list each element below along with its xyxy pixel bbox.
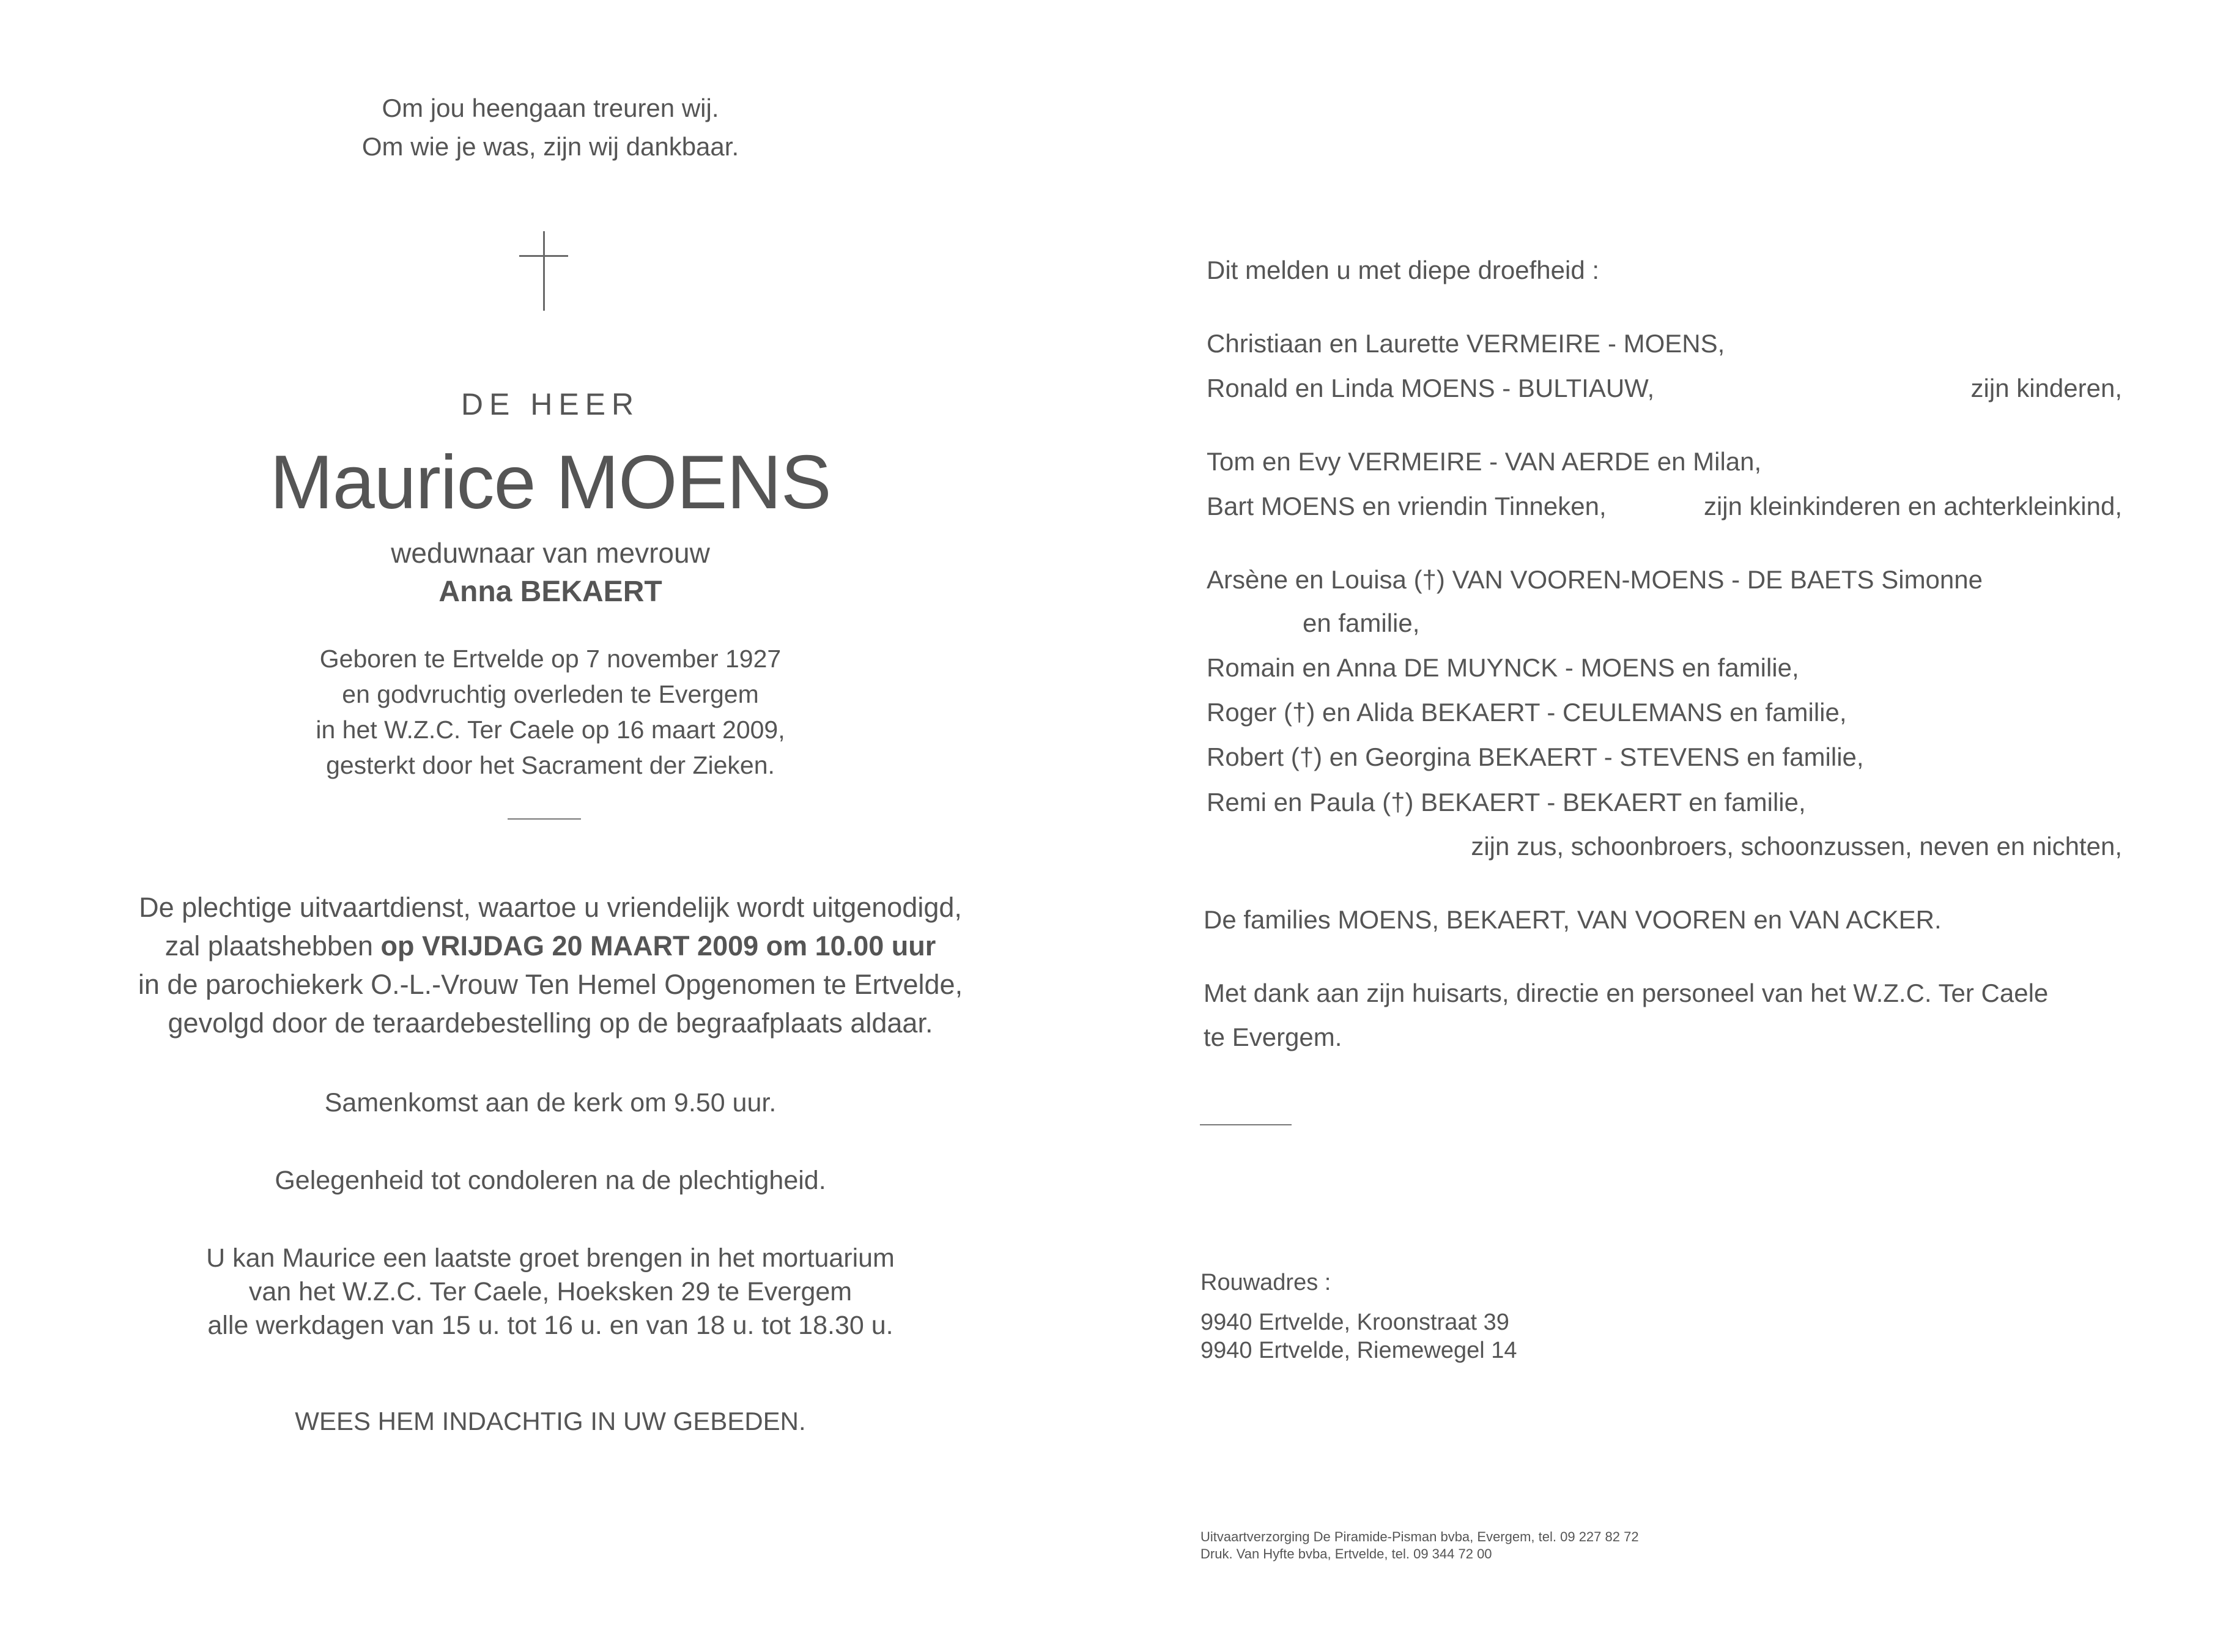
birth-line: Geboren te Ertvelde op 7 november 1927 [319,645,782,673]
widow-line: weduwnaar van mevrouw [391,537,710,569]
intro-line: Dit melden u met diepe droefheid : [1207,256,1600,284]
condolence-note: Gelegenheid tot condoleren na de plechtigheid. [275,1166,826,1195]
birth-line: gesterkt door het Sacrament der Zieken. [326,751,775,779]
spouse-name: Anna BEKAERT [438,576,662,608]
child-line: Ronald en Linda MOENS - BULTIAUW, [1207,374,1655,402]
mortuary-line: van het W.Z.C. Ter Caele, Hoeksken 29 te Evergem [248,1277,853,1306]
address-line: 9940 Ertvelde, Kroonstraat 39 [1200,1309,1509,1335]
families-line: De families MOENS, BEKAERT, VAN VOOREN en VAN ACKER. [1204,905,1942,934]
title-prefix: DE HEER [460,387,640,421]
thanks-line: Met dank aan zijn huisarts, directie en personeel van het W.Z.C. Ter Caele [1204,979,2049,1007]
left-panel [0,0,1101,1652]
footer-line: Uitvaartverzorging De Piramide-Pisman bvba, Evergem, tel. 09 227 82 72 [1200,1529,1639,1544]
verse [0,89,1101,166]
verse-line: Om wie je was, zijn wij dankbaar. [361,132,739,161]
divider [508,818,581,820]
sibling-line: en familie, [1303,609,1420,637]
sibling-line: Robert (†) en Georgina BEKAERT - STEVENS en familie, [1207,743,1864,771]
mortuary-line: U kan Maurice een laatste groet brengen in het mortuarium [206,1243,895,1273]
service-line [0,927,1101,965]
funeral-service [0,888,1101,1042]
child-line: Christiaan en Laurette VERMEIRE - MOENS, [1207,329,1725,358]
mortuary-info [0,1242,1101,1343]
service-date: op VRIJDAG 20 MAART 2009 om 10.00 uur [380,930,936,961]
service-prefix: zal plaatshebben [165,930,381,961]
thanks-line: te Evergem. [1204,1023,1342,1051]
mortuary-line: alle werkdagen van 15 u. tot 16 u. en van 18 u. tot 18.30 u. [207,1311,893,1340]
service-line: De plechtige uitvaartdienst, waartoe u vriendelijk wordt uitgenodigd, [139,892,962,923]
divider [1200,1124,1292,1125]
grandchild-line: Tom en Evy VERMEIRE - VAN AERDE en Milan, [1207,447,1762,476]
birth-death-details [0,641,1101,783]
service-line: in de parochiekerk O.-L.-Vrouw Ten Hemel Opgenomen te Ertvelde, [138,969,963,1000]
birth-line: en godvruchtig overleden te Evergem [342,680,759,708]
birth-line: in het W.Z.C. Ter Caele op 16 maart 2009, [316,716,785,744]
cross-icon [519,231,568,311]
grandchild-line: Bart MOENS en vriendin Tinneken, [1207,492,1607,520]
deceased-name: Maurice MOENS [270,440,831,525]
address-label: Rouwadres : [1200,1270,1331,1295]
sibling-line: Remi en Paula (†) BEKAERT - BEKAERT en familie, [1207,788,1806,817]
gathering-note: Samenkomst aan de kerk om 9.50 uur. [324,1088,777,1117]
closing-line: WEES HEM INDACHTIG IN UW GEBEDEN. [295,1407,806,1435]
sibling-line: Roger (†) en Alida BEKAERT - CEULEMANS en familie, [1207,698,1847,727]
verse-line: Om jou heengaan treuren wij. [382,94,719,122]
address-line: 9940 Ertvelde, Riemewegel 14 [1200,1338,1517,1363]
service-line: gevolgd door de teraardebestelling op de begraafplaats aldaar. [168,1007,933,1039]
grandchildren-role: zijn kleinkinderen en achterkleinkind, [1703,492,2122,520]
sibling-line: Arsène en Louisa (†) VAN VOOREN-MOENS - DE BAETS Simonne [1207,565,1983,594]
sibling-line: Romain en Anna DE MUYNCK - MOENS en familie, [1207,653,1799,682]
siblings-role: zijn zus, schoonbroers, schoonzussen, neven en nichten, [1471,832,2122,861]
footer-line: Druk. Van Hyfte bvba, Ertvelde, tel. 09 344 72 00 [1200,1546,1492,1561]
children-role: zijn kinderen, [1970,374,2122,402]
